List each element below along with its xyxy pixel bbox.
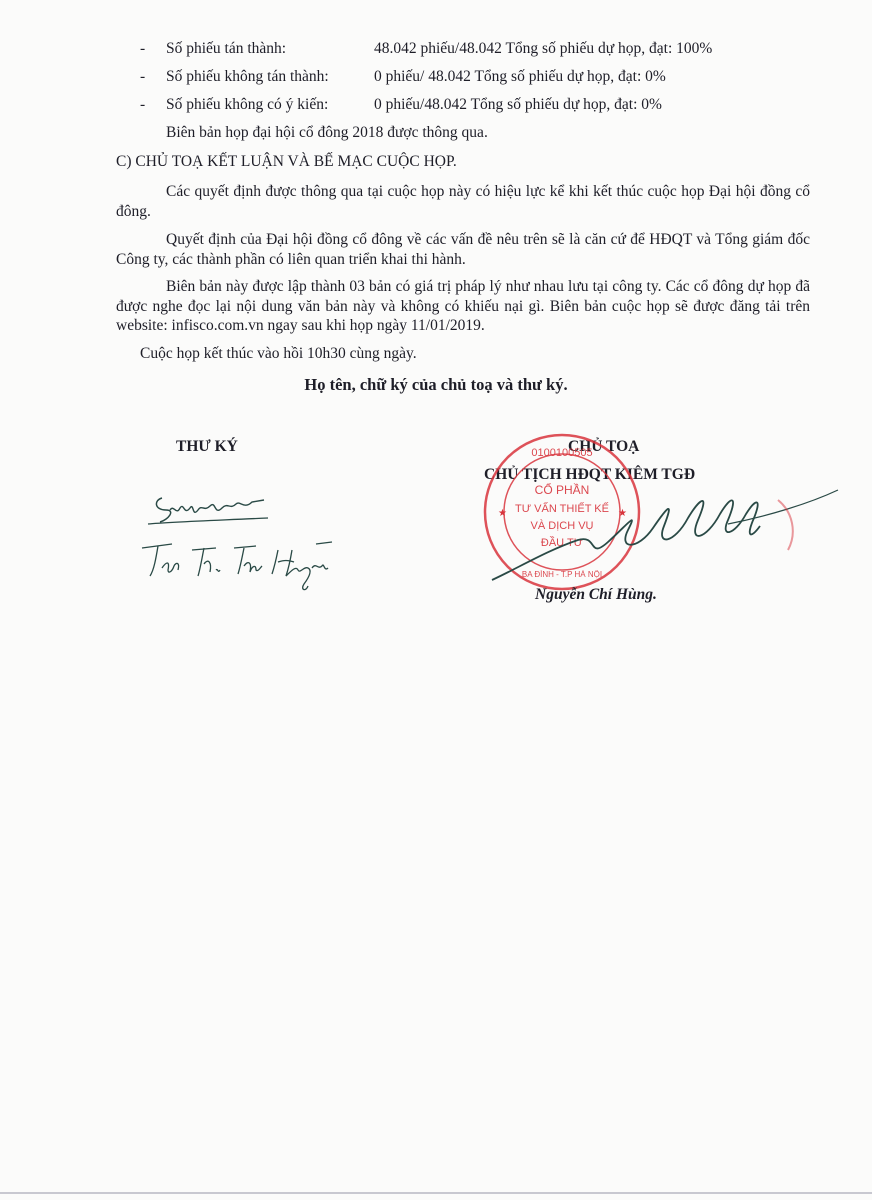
secretary-role: THƯ KÝ <box>176 438 238 455</box>
bullet-dash: - <box>140 96 146 113</box>
secretary-handwritten-name <box>138 540 338 595</box>
star-icon: ★ <box>618 508 627 519</box>
vote-value-approve: 48.042 phiếu/48.042 Tổng số phiếu dự họp, đạt: 100% <box>374 40 713 57</box>
paragraph-decision <box>116 230 810 269</box>
seal-line: CỔ PHẦN <box>534 483 590 497</box>
seal-line: TƯ VẤN THIẾT KẾ <box>515 503 609 515</box>
vote-value-abstain: 0 phiếu/48.042 Tổng số phiếu dự họp, đạt: 0% <box>374 96 662 113</box>
page-bottom-edge <box>0 1192 872 1194</box>
approved-line: Biên bản họp đại hội cổ đông 2018 được thông qua. <box>166 124 488 141</box>
seal-line: VÀ DỊCH VỤ <box>530 520 594 532</box>
seal-top-text: 0100100505 <box>531 447 593 459</box>
chairman-name: Nguyễn Chí Hùng. <box>535 586 657 603</box>
seal-line: ĐẦU TƯ <box>540 537 584 549</box>
star-icon: ★ <box>498 508 507 519</box>
section-c-title: C) CHỦ TOẠ KẾT LUẬN VÀ BẾ MẠC CUỘC HỌP. <box>116 153 457 170</box>
seal-bottom-text: BA ĐÌNH - T.P HÀ NỘI <box>521 570 603 579</box>
paragraph-text: Biên bản này được lập thành 03 bản có giá trị pháp lý như nhau lưu tại công ty. Các cổ đông dự họp đã được nghe đọc lại nội dung văn bản này và không có khiếu nại gì. Biên bản cuộc họp sẽ được đăng tải trên website: infisco.com.vn ngay sau khi họp ngày 11/01/2019. <box>116 278 810 334</box>
vote-label-abstain: Số phiếu không có ý kiến: <box>166 96 329 113</box>
bullet-dash: - <box>140 68 146 85</box>
vote-label-reject: Số phiếu không tán thành: <box>166 68 329 85</box>
secretary-signature <box>140 488 280 533</box>
chairman-title: CHỦ TỊCH HĐQT KIÊM TGĐ <box>484 466 696 483</box>
paragraph-text: Quyết định của Đại hội đồng cổ đông về các vấn đề nêu trên sẽ là căn cứ để HĐQT và Tổng giám đốc Công ty, các thành phần có liên quan triển khai thi hành. <box>116 231 810 268</box>
paragraph-text: Các quyết định được thông qua tại cuộc họp này có hiệu lực kể khi kết thúc cuộc họp Đại hội đồng cổ đông. <box>116 183 810 220</box>
closing-line: Cuộc họp kết thúc vào hồi 10h30 cùng ngày. <box>140 345 417 362</box>
signature-heading: Họ tên, chữ ký của chủ toạ và thư ký. <box>304 375 568 394</box>
chairman-role: CHỦ TOẠ <box>568 438 640 455</box>
vote-value-reject: 0 phiếu/ 48.042 Tổng số phiếu dự họp, đạt: 0% <box>374 68 666 85</box>
vote-label-approve: Số phiếu tán thành: <box>166 40 287 57</box>
paragraph-effect <box>116 182 810 221</box>
chairman-signature <box>488 480 868 590</box>
paragraph-minutes <box>116 277 810 336</box>
bullet-dash: - <box>140 40 146 57</box>
